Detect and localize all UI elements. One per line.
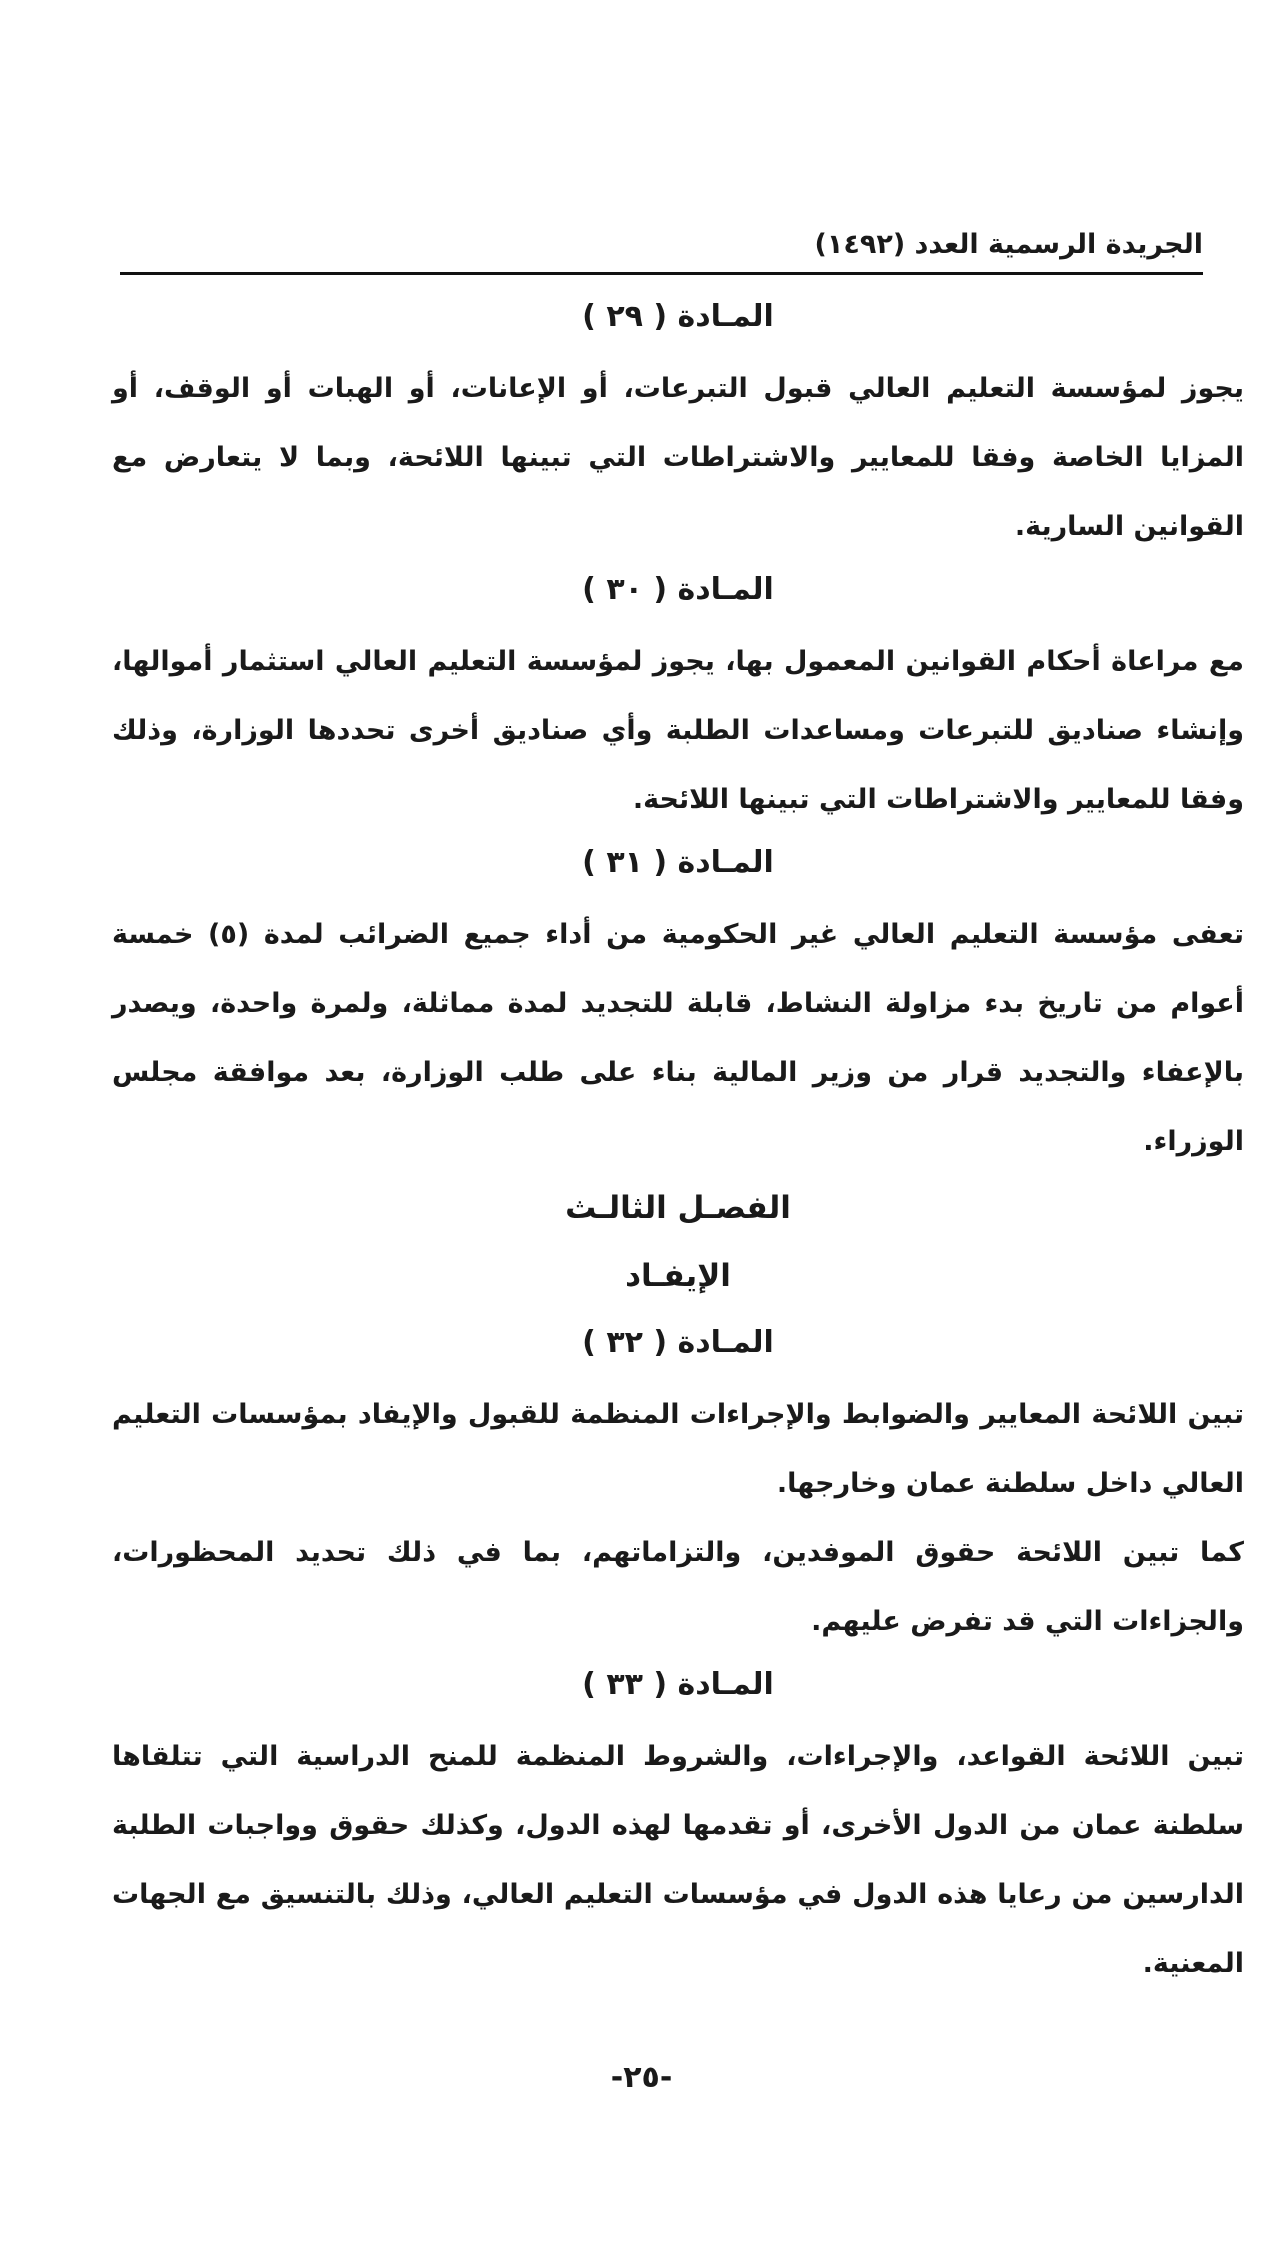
chapter-subtitle: الإيفـاد xyxy=(625,1258,731,1294)
article-29-text: يجوز لمؤسسة التعليم العالي قبول التبرعات، أو الإعانات، أو الهبات أو الوقف، أو المزايا الخاصة وفقا للمعايير والاشتراطات التي تبينها اللائحة، وبما لا يتعارض مع القوانين السارية. xyxy=(112,373,1244,542)
article-33-text: تبين اللائحة القواعد، والإجراءات، والشروط المنظمة للمنح الدراسية التي تتلقاها سلطنة عمان من الدول الأخرى، أو تقدمها لهذه الدول، وكذلك حقوق وواجبات الطلبة الدارسين من رعايا هذه الدول في مؤسسات التعليم العالي، وذلك بالتنسيق مع الجهات المعنية. xyxy=(112,1741,1244,1979)
article-32-text-2: كما تبين اللائحة حقوق الموفدين، والتزاماتهم، بما في ذلك تحديد المحظورات، والجزاءات التي قد تفرض عليهم. xyxy=(112,1537,1244,1637)
article-32-text-1: تبين اللائحة المعايير والضوابط والإجراءات المنظمة للقبول والإيفاد بمؤسسات التعليم العالي داخل سلطنة عمان وخارجها. xyxy=(112,1399,1244,1499)
page-number: -٢٥- xyxy=(610,2060,673,2095)
article-30-heading: المـادة ( ٣٠ ) xyxy=(582,572,774,607)
article-32-heading: المـادة ( ٣٢ ) xyxy=(582,1325,774,1360)
article-31-heading: المـادة ( ٣١ ) xyxy=(582,845,774,880)
article-30-text: مع مراعاة أحكام القوانين المعمول بها، يجوز لمؤسسة التعليم العالي استثمار أموالها، وإنشاء صناديق للتبرعات ومساعدات الطلبة وأي صناديق أخرى تحددها الوزارة، وذلك وفقا للمعايير والاشتراطات التي تبينها اللائحة. xyxy=(112,646,1244,815)
chapter-title: الفصـل الثالـث xyxy=(565,1190,791,1226)
article-31-text: تعفى مؤسسة التعليم العالي غير الحكومية من أداء جميع الضرائب لمدة (٥) خمسة أعوام من تاريخ بدء مزاولة النشاط، قابلة للتجديد لمدة مماثلة، ولمرة واحدة، ويصدر بالإعفاء والتجديد قرار من وزير المالية بناء على طلب الوزارة، بعد موافقة مجلس الوزراء. xyxy=(112,919,1244,1157)
page-header xyxy=(120,228,1203,275)
article-29-heading: المـادة ( ٢٩ ) xyxy=(582,299,774,334)
gazette-title: الجريدة الرسمية العدد (١٤٩٢) xyxy=(814,229,1203,260)
page-content xyxy=(112,288,1244,1998)
article-33-heading: المـادة ( ٣٣ ) xyxy=(582,1667,774,1702)
